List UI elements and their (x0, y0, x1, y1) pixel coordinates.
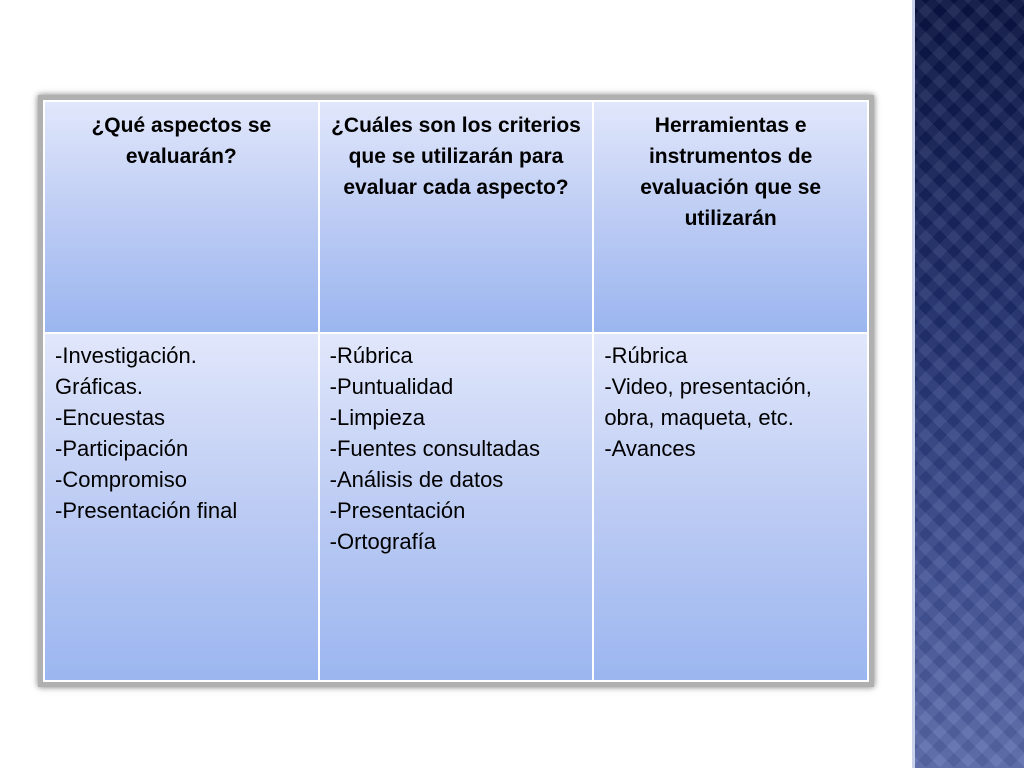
list-item: -Participación (55, 436, 189, 461)
list-item: obra, maqueta, etc. (604, 405, 794, 430)
decorative-side-band (912, 0, 1024, 768)
side-band-edge (912, 0, 915, 768)
list-item: -Rúbrica (329, 343, 413, 368)
evaluation-table-frame (38, 95, 874, 687)
list-item: -Presentación (329, 498, 466, 523)
list-item: -Avances (604, 436, 696, 461)
list-item: -Limpieza (329, 405, 426, 430)
table-row (44, 333, 868, 681)
header-aspects: ¿Qué aspectos se evaluarán? (44, 101, 319, 333)
list-item: -Puntualidad (329, 374, 454, 399)
list-item: -Video, presentación, (604, 374, 812, 399)
list-item: -Rúbrica (604, 343, 688, 368)
header-tools: Herramientas e instrumentos de evaluación que se utilizarán (593, 101, 868, 333)
list-item: -Investigación. (55, 343, 197, 368)
cell-aspects (44, 333, 319, 681)
cell-tools (593, 333, 868, 681)
list-item: -Presentación final (55, 498, 238, 523)
list-item: -Análisis de datos (329, 467, 504, 492)
cell-criteria (319, 333, 594, 681)
table-header-row (44, 101, 868, 333)
list-item: -Encuestas (55, 405, 166, 430)
list-item: -Compromiso (55, 467, 188, 492)
list-item: -Ortografía (329, 529, 437, 554)
list-item: Gráficas. (55, 374, 144, 399)
evaluation-table (43, 100, 869, 682)
header-criteria: ¿Cuáles son los criterios que se utilizarán para evaluar cada aspecto? (319, 101, 594, 333)
list-item: -Fuentes consultadas (329, 436, 540, 461)
